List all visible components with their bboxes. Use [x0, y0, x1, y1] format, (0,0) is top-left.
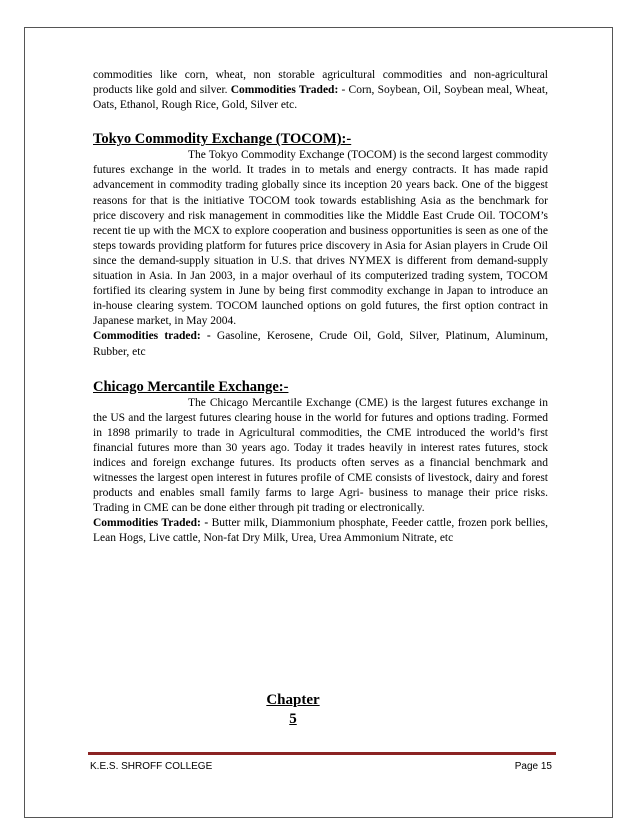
tocom-traded: [93, 329, 548, 359]
tocom-traded-label: Commodities traded: -: [93, 330, 211, 343]
chapter-title: [253, 691, 333, 729]
chapter-number: 5: [289, 711, 297, 727]
page-footer: [90, 761, 552, 772]
chapter-label: Chapter: [266, 692, 320, 708]
intro-paragraph: [93, 68, 548, 113]
intro-traded-label: Commodities Traded:: [230, 84, 339, 97]
cme-traded-text: Butter milk, Diammonium phosphate, Feeder cattle, frozen pork bellies, Lean Hogs, Live cattle, Non-fat Dry Milk, Urea, Urea Ammonium Nitrate, etc: [93, 517, 548, 545]
footer-page-number: Page 15: [514, 761, 552, 772]
cme-body: The Chicago Mercantile Exchange (CME) is the largest futures exchange in the US and the largest futures clearing house in the world for futures and options trading. Formed in 1898 primarily to trade in Agricultural commodities, the CME introduced the world’s first financial futures more than 30 years ago. Today it trades heavily in interest rates futures, stock indices and foreign exchange futures. Its products often serves as a financial benchmark and witnesses the largest open interest in futures profile of CME consists of livestock, dairy and forest products and enables small family farms to large Agri- business to manage their price risks. Trading in CME can be done either through pit trading or electronically.: [93, 396, 548, 515]
cme-paragraph: [93, 396, 548, 517]
cme-traded: [93, 516, 548, 546]
document-body: [93, 68, 548, 547]
intro-text: commodities like corn, wheat, non storable agricultural commodities and non-agricultural products like gold and silver.: [93, 69, 548, 97]
cme-traded-label: Commodities Traded: -: [93, 517, 209, 530]
tocom-heading: Tokyo Commodity Exchange (TOCOM):-: [93, 131, 352, 148]
cme-heading: Chicago Mercantile Exchange:-: [93, 378, 289, 395]
tocom-paragraph: [93, 148, 548, 329]
tocom-body: The Tokyo Commodity Exchange (TOCOM) is the second largest commodity futures exchange in the world. It trades in to metals and energy contracts. It has made rapid advancement in commodity trading globally since its inception 20 years back. One of the biggest reasons for that is the initiative TOCOM took towards establishing Asia as the benchmark for price discovery and risk management in commodities like the Middle East Crude Oil. TOCOM’s recent tie up with the MCX to explore cooperation and business opportunities is seen as one of the steps towards providing platform for futures price discovery in Asia for Asian players in Crude Oil since the demand-supply situation in U.S. that drives NYMEX is different from demand-supply situation in Asia. In Jan 2003, in a major overhaul of its computerized trading system, TOCOM fortified its clearing system in June by being first commodity exchange in Japan to introduce an in-house clearing system. TOCOM launched options on gold futures, the first option contract in Japanese market, in May 2004.: [93, 149, 548, 328]
intro-traded-text: - Corn, Soybean, Oil, Soybean meal, Wheat, Oats, Ethanol, Rough Rice, Gold, Silver etc.: [93, 84, 548, 112]
tocom-traded-text: Gasoline, Kerosene, Crude Oil, Gold, Silver, Platinum, Aluminum, Rubber, etc: [93, 330, 549, 358]
footer-college: K.E.S. SHROFF COLLEGE: [90, 761, 213, 772]
footer-divider: [88, 752, 556, 755]
